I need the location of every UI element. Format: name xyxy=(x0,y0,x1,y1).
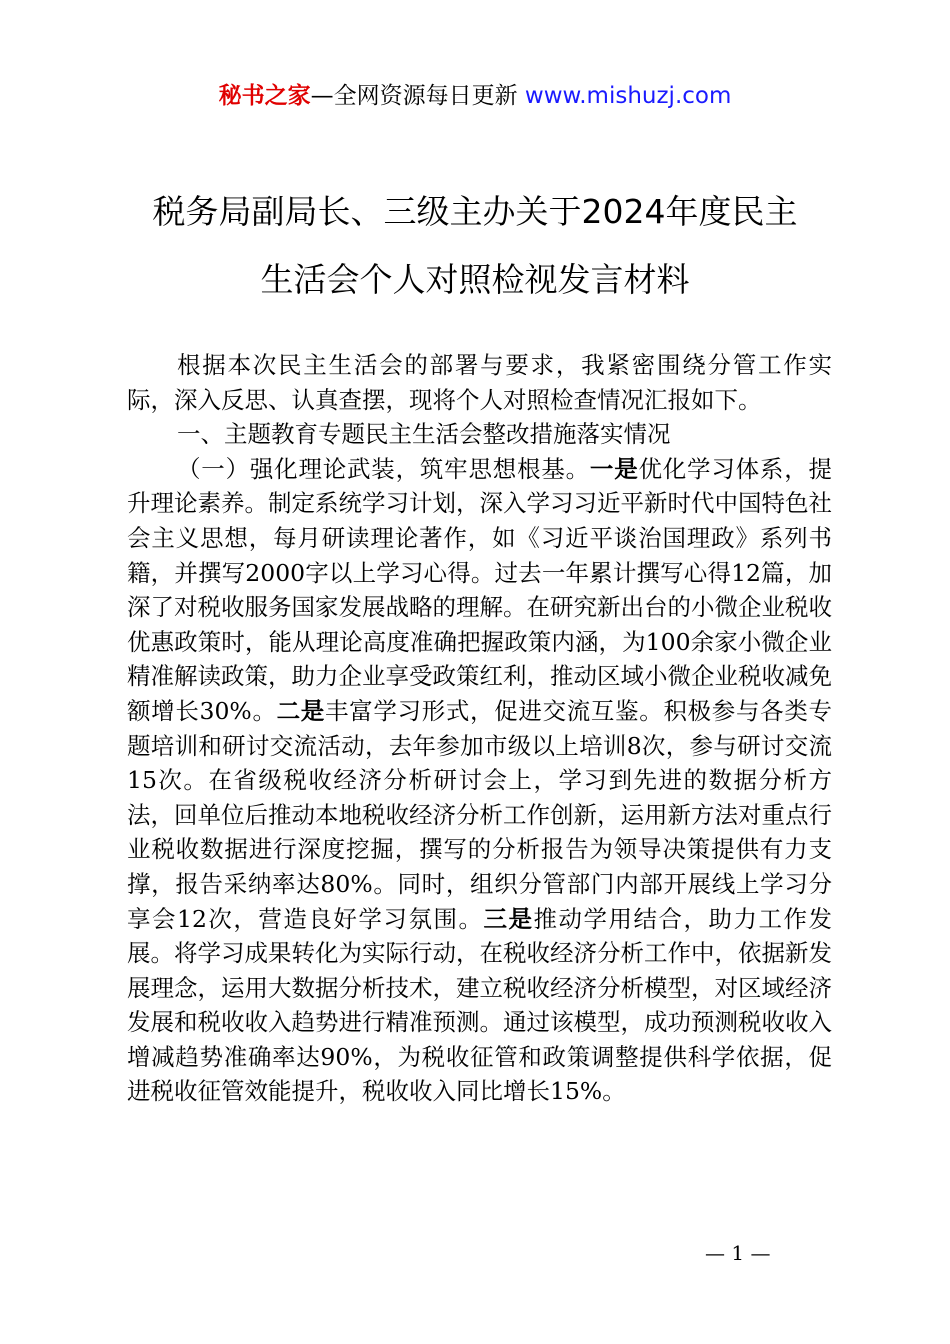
site-banner xyxy=(0,80,950,112)
document-title-line1: 税务局副局长、三级主办关于2024年度民主 xyxy=(152,192,798,231)
page-number: — 1 — xyxy=(705,1241,771,1265)
point-text-3: 推动学用结合，助力工作发展。将学习成果转化为实际行动，在税收经济分析工作中，依据新发展理念，运用大数据分析技术，建立税收经济分析模型，对区域经济发展和税收收入趋势进行精准预测。通过该模型，成功预测税收收入增减趋势准确率达90%，为税收征管和政策调整提供科学依据，促进税收征管效能提升，税收收入同比增长15%。 xyxy=(127,904,833,1106)
point-marker-3: 三是 xyxy=(483,904,534,933)
point-marker-2: 二是 xyxy=(276,696,325,725)
intro-paragraph: 根据本次民主生活会的部署与要求，我紧密围绕分管工作实际，深入反思、认真查摆，现将个人对照检查情况汇报如下。 xyxy=(127,351,832,414)
document-title-line2: 生活会个人对照检视发言材料 xyxy=(260,260,690,299)
point-marker-1: 一是 xyxy=(589,454,639,483)
subsection-heading: （一）强化理论武装，筑牢思想根基。 xyxy=(177,454,590,483)
site-tagline: —全网资源每日更新 xyxy=(310,83,525,109)
site-url-link[interactable]: www.mishuzj.com xyxy=(524,83,732,109)
section-heading: 一、主题教育专题民主生活会整改措施落实情况 xyxy=(177,420,671,449)
point-text-1: 优化学习体系，提升理论素养。制定系统学习计划，深入学习习近平新时代中国特色社会主义思想，每月研读理论著作，如《习近平谈治国理政》系列书籍，并撰写2000字以上学习心得。过去一年累计撰写心得12篇，加深了对税收服务国家发展战略的理解。在研究新出台的小微企业税收优惠政策时，能从理论高度准确把握政策内涵，为100余家小微企业精准解读政策，助力企业享受政策红利，推动区域小微企业税收减免额增长30%。 xyxy=(127,454,833,725)
site-brand: 秘书之家 xyxy=(218,83,311,109)
point-text-2: 丰富学习形式，促进交流互鉴。积极参与各类专题培训和研讨交流活动，去年参加市级以上培训8次，参与研讨交流15次。在省级税收经济分析研讨会上，学习到先进的数据分析方法，回单位后推动本地税收经济分析工作创新，运用新方法对重点行业税收数据进行深度挖掘，撰写的分析报告为领导决策提供有力支撑，报告采纳率达80%。同时，组织分管部门内部开展线上学习分享会12次，营造良好学习氛围。 xyxy=(127,696,833,933)
body-paragraph xyxy=(127,452,832,1109)
document-body xyxy=(127,348,832,1109)
